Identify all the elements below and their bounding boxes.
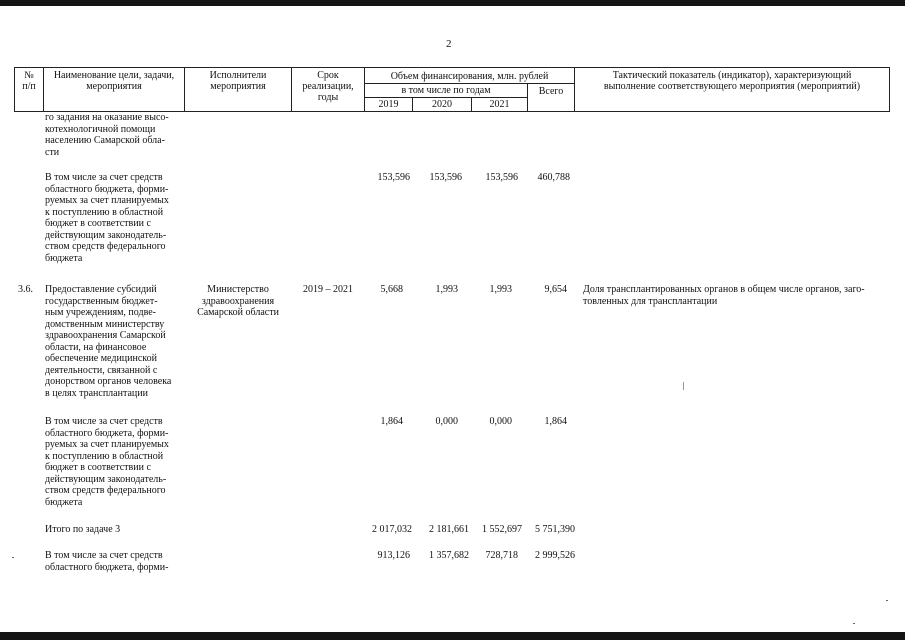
row-5-value-2020: 1 357,682 xyxy=(429,550,469,561)
row-2-executor: Министерство здравоохранения Самарской области xyxy=(197,284,279,318)
row-4-value-2020: 2 181,661 xyxy=(429,524,469,535)
header-name: Наименование цели, задачи, мероприятия xyxy=(53,70,175,92)
row-2-total: 9,654 xyxy=(544,284,567,295)
row-2-value-2020: 1,993 xyxy=(435,284,458,295)
row-5-name: В том числе за счет средств областного бюджета, форми- xyxy=(45,550,169,573)
table-border-left xyxy=(14,67,15,111)
scan-bottom-border xyxy=(0,632,905,640)
scan-speck xyxy=(12,557,14,558)
years-subheader-line xyxy=(364,97,527,98)
row-2-value-2019: 5,668 xyxy=(380,284,403,295)
row-1-total: 460,788 xyxy=(537,172,570,183)
table-border-right xyxy=(889,67,890,111)
scan-speck xyxy=(886,600,888,601)
scan-mark xyxy=(683,382,684,390)
header-executor: Исполнители мероприятия xyxy=(209,70,267,92)
row-5-total: 2 999,526 xyxy=(535,550,575,561)
row-1-value-2019: 153,596 xyxy=(377,172,410,183)
row-3-name: В том числе за счет средств областного бюджета, форми- руемых за счет планируемых к поступлению в областной бюджет в соответствии с действующим законодатель- ством средств федерального бюджета xyxy=(45,416,169,508)
row-4-total: 5 751,390 xyxy=(535,524,575,535)
header-financing: Объем финансирования, млн. рублей xyxy=(390,71,549,82)
page-number: 2 xyxy=(446,38,452,50)
row-3-value-2019: 1,864 xyxy=(380,416,403,427)
scan-top-border xyxy=(0,0,905,6)
header-year-2020: 2020 xyxy=(432,99,452,110)
row-1-value-2020: 153,596 xyxy=(429,172,462,183)
row-2-term: 2019 – 2021 xyxy=(303,284,353,295)
row-4-value-2019: 2 017,032 xyxy=(372,524,412,535)
row-3-total: 1,864 xyxy=(544,416,567,427)
row-5-value-2019: 913,126 xyxy=(377,550,410,561)
row-1-value-2021: 153,596 xyxy=(485,172,518,183)
row-5-value-2021: 728,718 xyxy=(485,550,518,561)
row-4-value-2021: 1 552,697 xyxy=(482,524,522,535)
row-2-value-2021: 1,993 xyxy=(489,284,512,295)
row-1-name: В том числе за счет средств областного бюджета, форми- руемых за счет планируемых к поступлению в областной бюджет в соответствии с действующим законодатель- ством средств федерального бюджета xyxy=(45,172,169,264)
header-year-2021: 2021 xyxy=(489,99,510,110)
header-num: № п/п xyxy=(22,70,36,92)
header-year-2019: 2019 xyxy=(378,99,399,110)
row-3-value-2021: 0,000 xyxy=(489,416,512,427)
row-2-indicator: Доля трансплантированных органов в общем числе органов, заго- товленных для трансплантации xyxy=(583,284,865,307)
row-2-name: Предоставление субсидий государственным бюджет- ным учреждениям, подве- домственным министерству здравоохранения Самарской области, на финансовое обеспечение медицинской деятельности, связанной с донорством органов человека в целях трансплантации xyxy=(45,284,172,399)
row-2-num: 3.6. xyxy=(18,284,33,295)
header-total: Всего xyxy=(538,86,564,97)
header-by-years: в том числе по годам xyxy=(401,85,491,96)
table-top-line xyxy=(14,67,890,68)
header-indicator: Тактический показатель (индикатор), характеризующий выполнение соответствующего мероприятия (мероприятий) xyxy=(603,70,861,92)
fin-subheader-line xyxy=(364,83,574,84)
row-0-name: го задания на оказание высо- котехнологичной помощи населению Самарской обла- сти xyxy=(45,112,169,158)
scan-speck xyxy=(853,623,855,624)
row-3-value-2020: 0,000 xyxy=(435,416,458,427)
header-term: Срок реализации, годы xyxy=(302,70,354,103)
row-4-name: Итого по задаче 3 xyxy=(45,524,121,535)
